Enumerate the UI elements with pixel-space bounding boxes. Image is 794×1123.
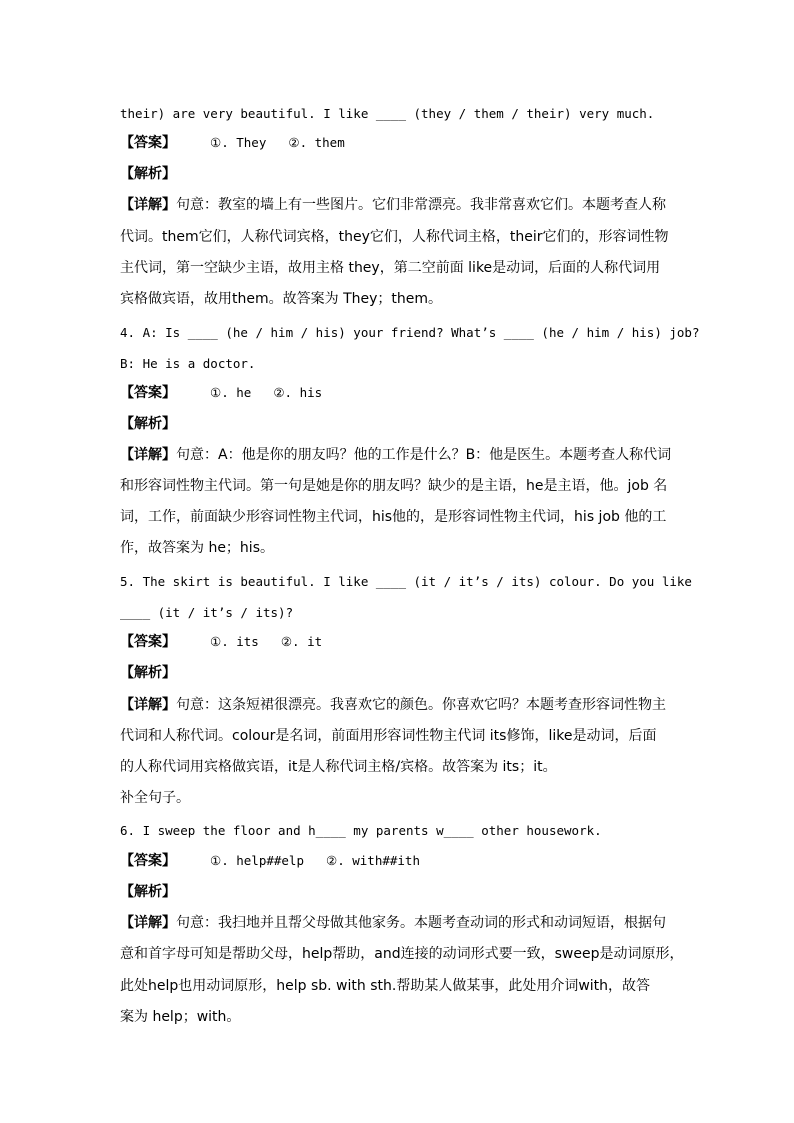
question-5-line-1: 5. The skirt is beautiful. I like ____ (it / it’s / its) colour. Do you like xyxy=(120,574,692,589)
detail-label: 【详解】 xyxy=(120,915,176,931)
q6-detail-line-1 xyxy=(120,915,666,932)
detail-label: 【详解】 xyxy=(120,697,176,713)
detail-label: 【详解】 xyxy=(120,447,176,463)
answer-1: ①. They xyxy=(210,135,267,150)
answer-1: ①. help##elp xyxy=(210,853,304,868)
answer-2: ②. them xyxy=(288,135,345,150)
detail-text: 句意：教室的墙上有一些图片。它们非常漂亮。我非常喜欢它们。本题考查人称 xyxy=(176,197,666,213)
q6-analysis-label: 【解析】 xyxy=(120,884,176,900)
q4-analysis-label: 【解析】 xyxy=(120,416,176,432)
q5-analysis-label: 【解析】 xyxy=(120,665,176,681)
q3-detail-line-2: 代词。them它们，人称代词宾格，they它们，人称代词主格，their它们的，形容词性物 xyxy=(120,229,669,245)
detail-text: 句意：A：他是你的朋友吗？他的工作是什么？B：他是医生。本题考查人称代词 xyxy=(176,447,672,463)
q6-detail-line-4: 案为 help；with。 xyxy=(120,1009,241,1025)
answer-1: ①. its xyxy=(210,634,259,649)
q3-answer-row xyxy=(120,135,345,152)
question-6-line-1: 6. I sweep the floor and h____ my parents w____ other housework. xyxy=(120,823,602,838)
section-heading: 补全句子。 xyxy=(120,790,190,806)
question-3-continuation: their) are very beautiful. I like ____ (they / them / their) very much. xyxy=(120,106,655,121)
answer-label: 【答案】 xyxy=(120,135,176,151)
q4-detail-line-3: 词，工作，前面缺少形容词性物主代词，his他的，是形容词性物主代词，his job 他的工 xyxy=(120,509,667,525)
answer-2: ②. with##ith xyxy=(326,853,420,868)
answer-label: 【答案】 xyxy=(120,385,176,401)
detail-text: 句意：我扫地并且帮父母做其他家务。本题考查动词的形式和动词短语，根据句 xyxy=(176,915,666,931)
answer-label: 【答案】 xyxy=(120,634,176,650)
question-5-line-2: ____ (it / it’s / its)? xyxy=(120,605,294,620)
q4-detail-line-1 xyxy=(120,447,671,464)
q5-detail-line-3: 的人称代词用宾格做宾语，it是人称代词主格/宾格。故答案为 its；it。 xyxy=(120,759,557,775)
q3-analysis-label: 【解析】 xyxy=(120,166,176,182)
question-4-line-1: 4. A: Is ____ (he / him / his) your friend? What’s ____ (he / him / his) job? xyxy=(120,325,700,340)
answer-2: ②. it xyxy=(280,634,323,649)
q5-detail-line-2: 代词和人称代词。colour是名词，前面用形容词性物主代词 its修饰，like是动词，后面 xyxy=(120,728,657,744)
q3-detail-line-4: 宾格做宾语，故用them。故答案为 They；them。 xyxy=(120,291,442,307)
answer-1: ①. he xyxy=(210,385,252,400)
answer-label: 【答案】 xyxy=(120,853,176,869)
q5-detail-line-1 xyxy=(120,697,666,714)
q6-detail-line-2: 意和首字母可知是帮助父母，help帮助，and连接的动词形式要一致，sweep是动词原形， xyxy=(120,946,684,962)
q6-answer-row xyxy=(120,853,420,870)
q3-detail-line-3: 主代词，第一空缺少主语，故用主格 they，第二空前面 like是动词，后面的人称代词用 xyxy=(120,260,661,276)
answer-2: ②. his xyxy=(273,385,323,400)
detail-text: 句意：这条短裙很漂亮。我喜欢它的颜色。你喜欢它吗？本题考查形容词性物主 xyxy=(176,697,666,713)
q4-detail-line-4: 作，故答案为 he；his。 xyxy=(120,540,274,556)
detail-label: 【详解】 xyxy=(120,197,176,213)
q5-answer-row xyxy=(120,634,322,651)
q6-detail-line-3: 此处help也用动词原形，help sb. with sth.帮助某人做某事，此处用介词with，故答 xyxy=(120,978,651,994)
q4-detail-line-2: 和形容词性物主代词。第一句是她是你的朋友吗？缺少的是主语，he是主语，他。job 名 xyxy=(120,478,668,494)
question-4-line-2: B: He is a doctor. xyxy=(120,356,256,371)
q3-detail-line-1 xyxy=(120,197,666,214)
q4-answer-row xyxy=(120,385,322,402)
